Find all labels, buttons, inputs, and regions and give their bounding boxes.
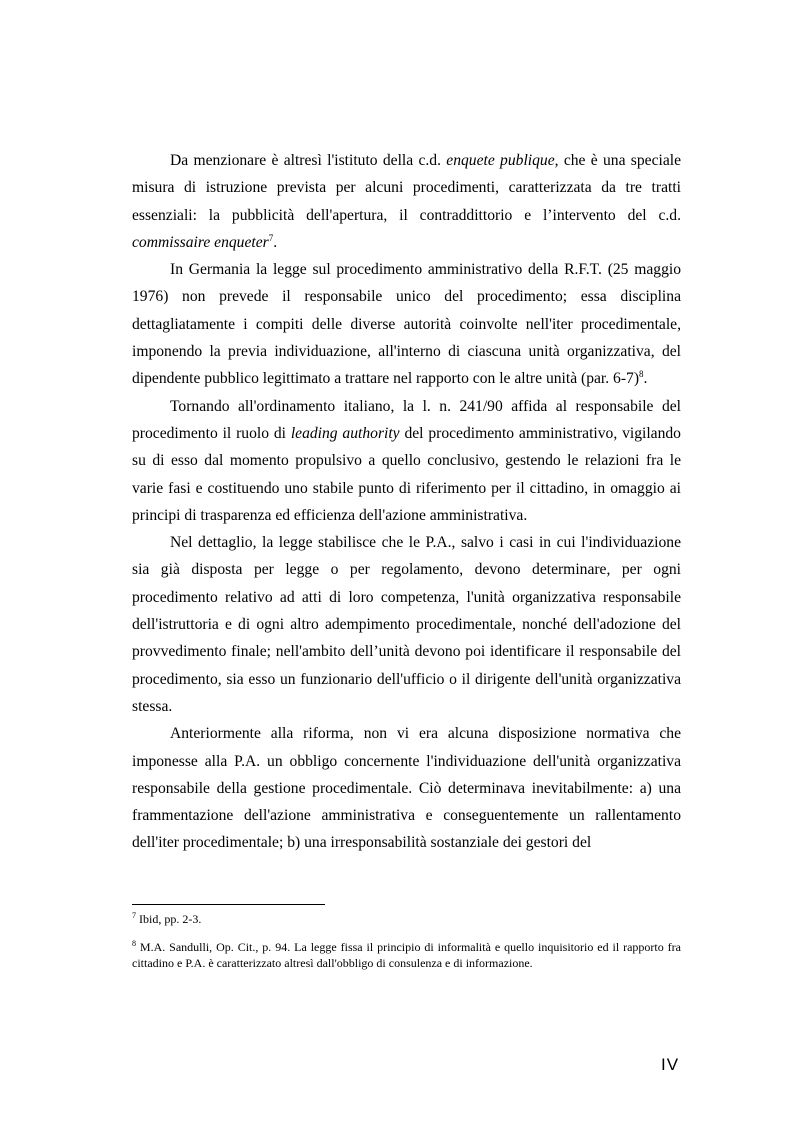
footnote-8: $^8$ M.A. Sandulli, Op. Cit., p. 94. La legge fissa il principio di informalità e quello inquisitorio ed il rapporto fra cittadino e P.A. è caratterizzato altresì dall'obbligo di consulenza e di informazione. [132, 939, 681, 970]
footnote-ref-8: 8 [639, 369, 644, 380]
footnotes [132, 911, 681, 983]
body-text [132, 147, 681, 857]
paragraph-ordinamento-italiano: Tornando all'ordinamento italiano, la l. n. 241/90 affida al responsabile del procedimento il ruolo di leading authority del procedimento amministrativo, vigilando su di esso dal momento propulsivo a quello conclusivo, gestendo le relazioni fra le varie fasi e costituendo uno stabile punto di riferimento per il cittadino, in omaggio ai principi di trasparenza ed efficienza dell'azione amministrativa. [132, 397, 681, 524]
page-number: IV [661, 1055, 680, 1074]
paragraph-germania: In Germania la legge sul procedimento amministrativo della R.F.T. (25 maggio 1976) non prevede il responsabile unico del procedimento; essa disciplina dettagliatamente i compiti delle diverse autorità coinvolte nell'iter procedimentale, imponendo la previa individuazione, all'interno di ciascuna unità organizzativa, del dipendente pubblico legittimato a trattare nel rapporto con le altre unità (par. 6-7)$^8$. [132, 261, 681, 388]
paragraph-anteriormente: Anteriormente alla riforma, non vi era alcuna disposizione normativa che imponesse alla P.A. un obbligo concernente l'individuazione dell'unità organizzativa responsabile della gestione procedimentale. Ciò determinava inevitabilmente: a) una frammentazione dell'azione amministrativa e conseguentemente un rallentamento dell'iter procedimentale; b) una irresponsabilità sostanziale dei gestori del [132, 725, 681, 852]
paragraph-enquete-publique: Da menzionare è altresì l'istituto della c.d. enquete publique, che è una speciale misura di istruzione prevista per alcuni procedimenti, caratterizzata da tre tratti essenziali: la pubblicità dell'apertura, il contraddittorio e l’intervento del c.d. commissaire enqueter$^7$. [132, 152, 681, 251]
footnote-7: $^7$ Ibid, pp. 2-3. [132, 911, 202, 926]
emphasis-commissaire-enqueter: commissaire enqueter [132, 233, 269, 251]
footnote-separator [132, 904, 325, 905]
footnote-ref-7: 7 [268, 232, 274, 243]
emphasis-enquete-publique: enquete publique, [446, 152, 559, 169]
emphasis-leading-authority: leading authority [290, 424, 400, 442]
paragraph-nel-dettaglio: Nel dettaglio, la legge stabilisce che le P.A., salvo i casi in cui l'individuazione sia già disposta per legge o per regolamento, devono determinare, per ogni procedimento relativo ad atti di loro competenza, l'unità organizzativa responsabile dell'istruttoria e di ogni altro adempimento procedimentale, nonché dell'adozione del provvedimento finale; nell'ambito dell’unità devono poi identificare il responsabile del procedimento, sia esso un funzionario dell'ufficio o il dirigente dell'unità organizzativa stessa. [132, 534, 681, 715]
